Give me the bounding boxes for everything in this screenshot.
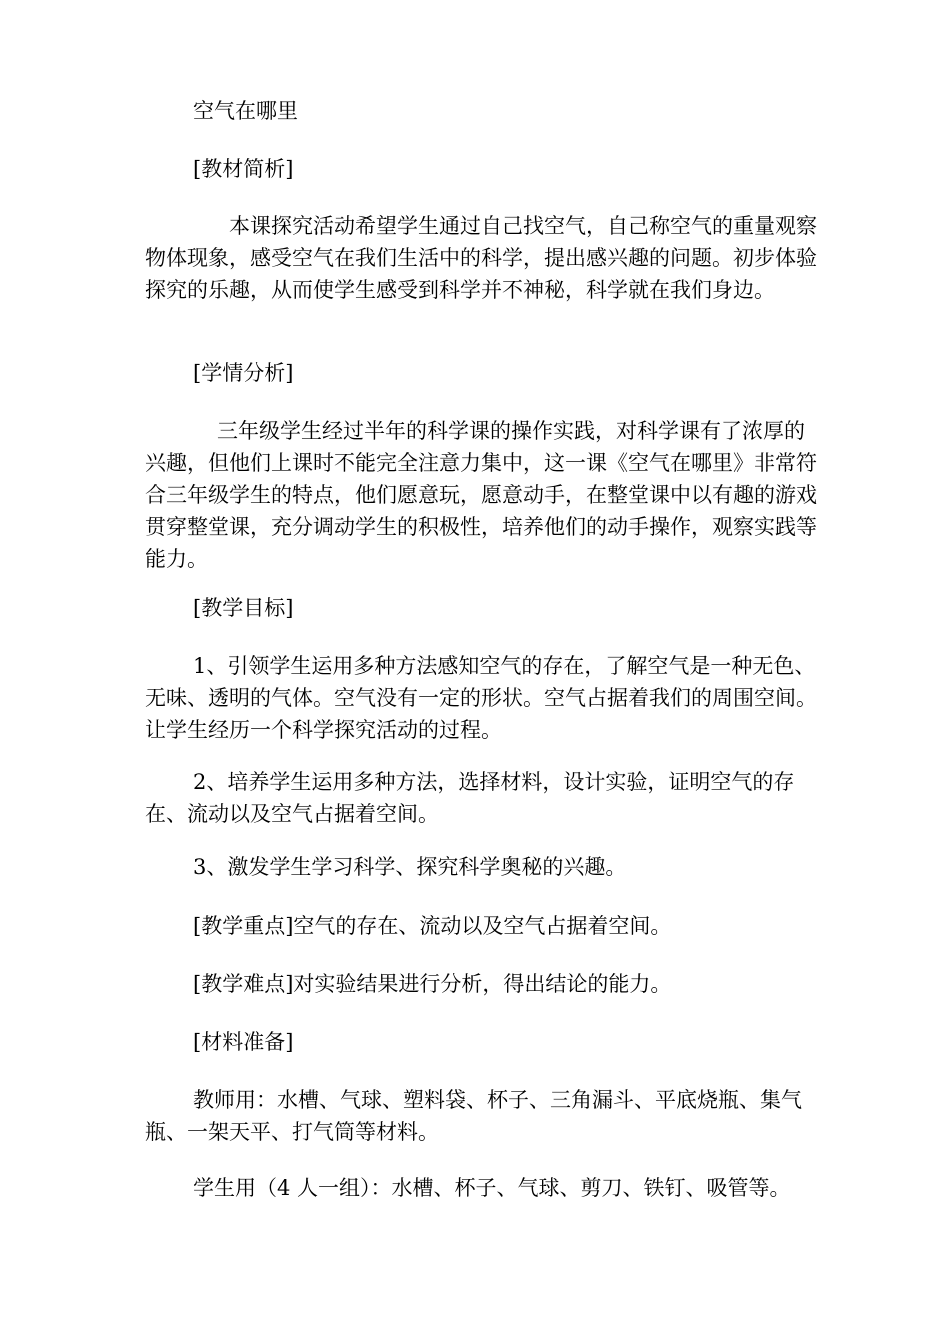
goal-item-2: 2、培养学生运用多种方法，选择材料，设计实验，证明空气的存在、流动以及空气占据着空间。 xyxy=(145,770,795,826)
page-title: 空气在哪里 xyxy=(193,99,298,123)
student-materials-paragraph: 学生用（4 人一组）：水槽、杯子、气球、剪刀、铁钉、吸管等。 xyxy=(193,1176,791,1200)
teacher-materials-paragraph: 教师用：水槽、气球、塑料袋、杯子、三角漏斗、平底烧瓶、集气瓶、一架天平、打气筒等材料。 xyxy=(145,1088,802,1144)
goal-item-3: 3、激发学生学习科学、探究科学奥秘的兴趣。 xyxy=(193,855,627,879)
section-heading-textbook: [教材简析] xyxy=(193,157,294,181)
section-heading-students: [学情分析] xyxy=(193,361,294,385)
goal-item-1: 1、引领学生运用多种方法感知空气的存在，了解空气是一种无色、无味、透明的气体。空气没有一定的形状。空气占据着我们的周围空间。让学生经历一个科学探究活动的过程。 xyxy=(145,654,817,742)
section-heading-materials: [材料准备] xyxy=(193,1030,294,1054)
textbook-analysis-paragraph: 本课探究活动希望学生通过自己找空气，自己称空气的重量观察物体现象，感受空气在我们生活中的科学，提出感兴趣的问题。初步体验探究的乐趣，从而使学生感受到科学并不神秘，科学就在我们身边。 xyxy=(145,214,817,302)
student-analysis-paragraph: 三年级学生经过半年的科学课的操作实践，对科学课有了浓厚的兴趣，但他们上课时不能完全注意力集中，这一课《空气在哪里》非常符合三年级学生的特点，他们愿意玩，愿意动手，在整堂课中以有趣的游戏贯穿整堂课，充分调动学生的积极性，培养他们的动手操作，观察实践等能力。 xyxy=(145,419,817,571)
section-heading-goals: [教学目标] xyxy=(193,596,294,620)
key-point-line: [教学重点]空气的存在、流动以及空气占据着空间。 xyxy=(193,914,672,938)
difficulty-line: [教学难点]对实验结果进行分析，得出结论的能力。 xyxy=(193,972,672,996)
